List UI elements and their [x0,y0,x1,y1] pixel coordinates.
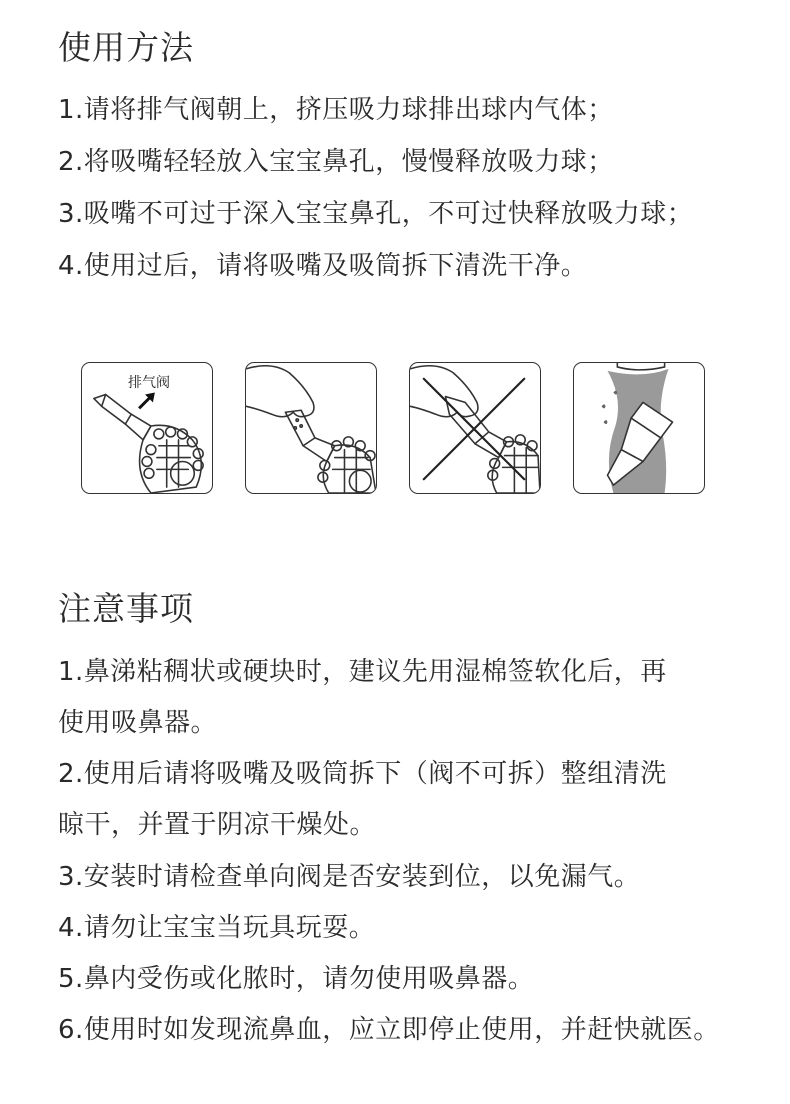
caution-line-5: 5.鼻内受伤或化脓时，请勿使用吸鼻器。 [58,964,535,994]
exhaust-valve-label: 排气阀 [128,375,170,391]
illustration-wrong-usage [409,362,541,494]
caution-line-2-cont: 晾干，并置于阴凉干燥处。 [58,810,377,840]
caution-line-6: 6.使用时如发现流鼻血，应立即停止使用，并赶快就医。 [58,1015,720,1045]
caution-line-2: 2.使用后请将吸嘴及吸筒拆下（阀不可拆）整组清洗 [58,759,667,789]
caution-line-4: 4.请勿让宝宝当玩具玩耍。 [58,913,376,943]
caution-line-1: 1.鼻涕粘稠状或硬块时，建议先用湿棉签软化后，再 [58,657,667,687]
illustration-nasal-cavity [573,362,705,494]
wrong-deep-insert-icon [410,363,540,493]
usage-step-2: 2.将吸嘴轻轻放入宝宝鼻孔，慢慢释放吸力球； [58,147,614,177]
usage-step-4: 4.使用过后，请将吸嘴及吸筒拆下清洗干净。 [58,251,588,281]
usage-step-1: 1.请将排气阀朝上，挤压吸力球排出球内气体； [58,95,614,125]
cautions-title: 注意事项 [58,589,194,628]
illustration-insert-nozzle [245,362,377,494]
nasal-cavity-icon [574,363,704,493]
usage-title: 使用方法 [58,28,194,67]
insert-nozzle-icon [246,363,376,493]
caution-line-1-cont: 使用吸鼻器。 [58,708,218,738]
usage-step-3: 3.吸嘴不可过于深入宝宝鼻孔，不可过快释放吸力球； [58,199,694,229]
caution-line-3: 3.安装时请检查单向阀是否安装到位，以免漏气。 [58,862,641,892]
illustration-squeeze-bulb [81,362,213,494]
